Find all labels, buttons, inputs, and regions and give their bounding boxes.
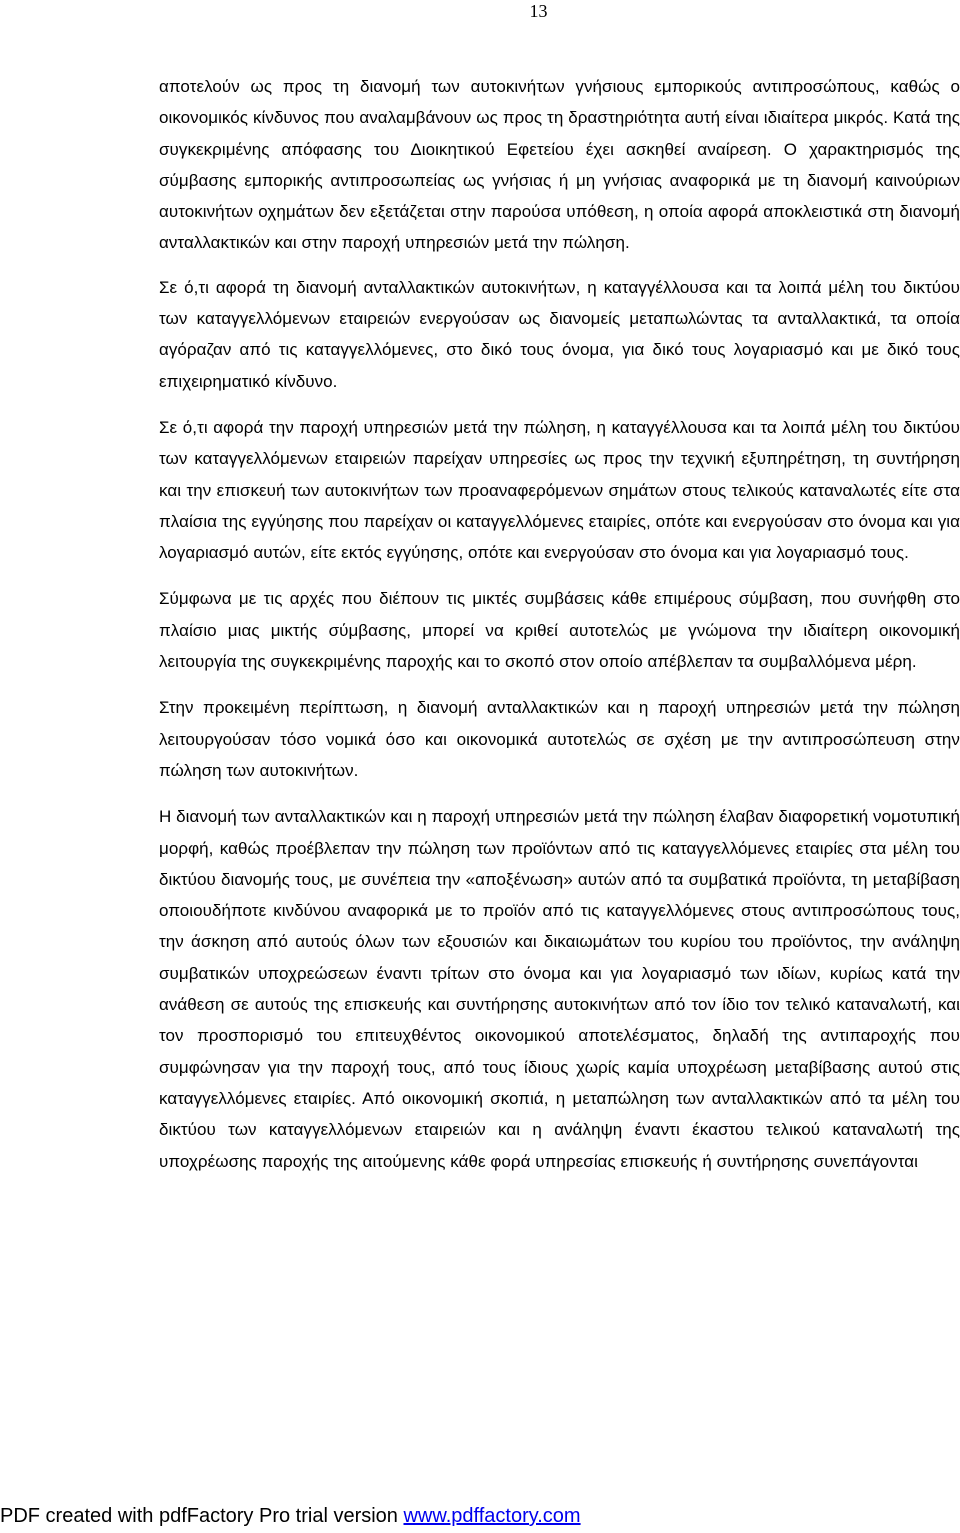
paragraph-6: Η διανομή των ανταλλακτικών και η παροχή υπηρεσιών μετά την πώληση έλαβαν διαφορετική νομοτυπική μορφή, καθώς προέβλεπαν την πώληση των προϊόντων από τις καταγγελλόμενες εταιρίες στα μέλη του δικτύου διανομής τους, με συνέπεια την «αποξένωση» αυτών από τα συμβατικά προϊόντα, τη μεταβίβαση οποιουδήποτε κινδύνου αναφορικά με το προϊόν από τις καταγγελλόμενες στους αντιπροσώπους τους, την άσκηση από αυτούς όλων των εξουσιών και δικαιωμάτων του κυρίου του προϊόντος, την ανάληψη συμβατικών υποχρεώσεων έναντι τρίτων στο όνομα και για λογαριασμό των ιδίων, κυρίως κατά την ανάθεση σε αυτούς της επισκευής και συντήρησης αυτοκινήτων από τον ίδιο τον τελικό καταναλωτή, και τον προσπορισμό του επιτευχθέντος οικονομικού αποτελέσματος, δηλαδή της αντιπαροχής που συμφώνησαν για την παροχή τους, από τους ίδιους χωρίς καμία υποχρέωση μεταβίβασης αυτού στις καταγγελλόμενες εταιρίες. Από οικονομική σκοπιά, η μεταπώληση των ανταλλακτικών από τα μέλη του δικτύου των καταγγελλόμενων εταιρειών και η ανάληψη έναντι έκαστου τελικού καταναλωτή της υποχρέωσης παροχής της αιτούμενης κάθε φορά υπηρεσίας επισκευής ή συντήρησης συνεπάγονται [159, 807, 960, 1171]
paragraph-5: Στην προκειμένη περίπτωση, η διανομή ανταλλακτικών και η παροχή υπηρεσιών μετά την πώληση λειτουργούσαν τόσο νομικά όσο και οικονομικά αυτοτελώς σε σχέση με την αντιπροσώπευση στην πώληση των αυτοκινήτων. [159, 698, 960, 780]
document-body [159, 71, 960, 1192]
pdf-watermark-footer [0, 1503, 581, 1529]
paragraph-2: Σε ό,τι αφορά τη διανομή ανταλλακτικών αυτοκινήτων, η καταγγέλλουσα και τα λοιπά μέλη του δικτύου των καταγγελλόμενων εταιρειών ενεργούσαν ως διανομείς μεταπωλώντας τα ανταλλακτικά, τα οποία αγόραζαν από τις καταγγελλόμενες, στο δικό τους όνομα, για δικό τους λογαριασμό και με δικό τους επιχειρηματικό κίνδυνο. [159, 277, 960, 391]
paragraph-3: Σε ό,τι αφορά την παροχή υπηρεσιών μετά την πώληση, η καταγγέλλουσα και τα λοιπά μέλη του δικτύου των καταγγελλόμενων εταιρειών παρείχαν υπηρεσίες ως προς την τεχνική εξυπηρέτηση, τη συντήρηση και την επισκευή των αυτοκινήτων των προαναφερόμενων σημάτων στους τελικούς καταναλωτές είτε στα πλαίσια της εγγύησης που παρείχαν οι καταγγελλόμενες εταιρίες, οπότε και ενεργούσαν στο όνομα και για λογαριασμό αυτών, είτε εκτός εγγύησης, οπότε και ενεργούσαν στο όνομα και για λογαριασμό τους. [159, 417, 960, 563]
page-number: 13 [529, 1, 548, 21]
footer-text: PDF created with pdfFactory Pro trial version [0, 1505, 404, 1527]
paragraph-4: Σύμφωνα με τις αρχές που διέπουν τις μικτές συμβάσεις κάθε επιμέρους σύμβαση, που συνήφθη στο πλαίσιο μιας μικτής σύμβασης, μπορεί να κριθεί αυτοτελώς με γνώμονα την ιδιαίτερη οικονομική λειτουργία της συγκεκριμένης παροχής και το σκοπό στον οποίο απέβλεπαν τα συμβαλλόμενα μέρη. [159, 589, 960, 672]
pdffactory-link[interactable]: www.pdffactory.com [403, 1505, 581, 1527]
paragraph-1: αποτελούν ως προς τη διανομή των αυτοκινήτων γνήσιους εμπορικούς αντιπροσώπους, καθώς ο οικονομικός κίνδυνος που αναλαμβάνουν ως προς τη δραστηριότητα αυτή είναι ιδιαίτερα μικρός. Κατά της συγκεκριμένης απόφασης του Διοικητικού Εφετείου έχει ασκηθεί αναίρεση. Ο χαρακτηρισμός της σύμβασης εμπορικής αντιπροσωπείας ως γνήσιας ή μη γνήσιας αναφορικά με τη διανομή καινούριων αυτοκινήτων οχημάτων δεν εξετάζεται στην παρούσα υπόθεση, η οποία αφορά αποκλειστικά στη διανομή ανταλλακτικών και στην παροχή υπηρεσιών μετά την πώληση. [159, 77, 960, 253]
